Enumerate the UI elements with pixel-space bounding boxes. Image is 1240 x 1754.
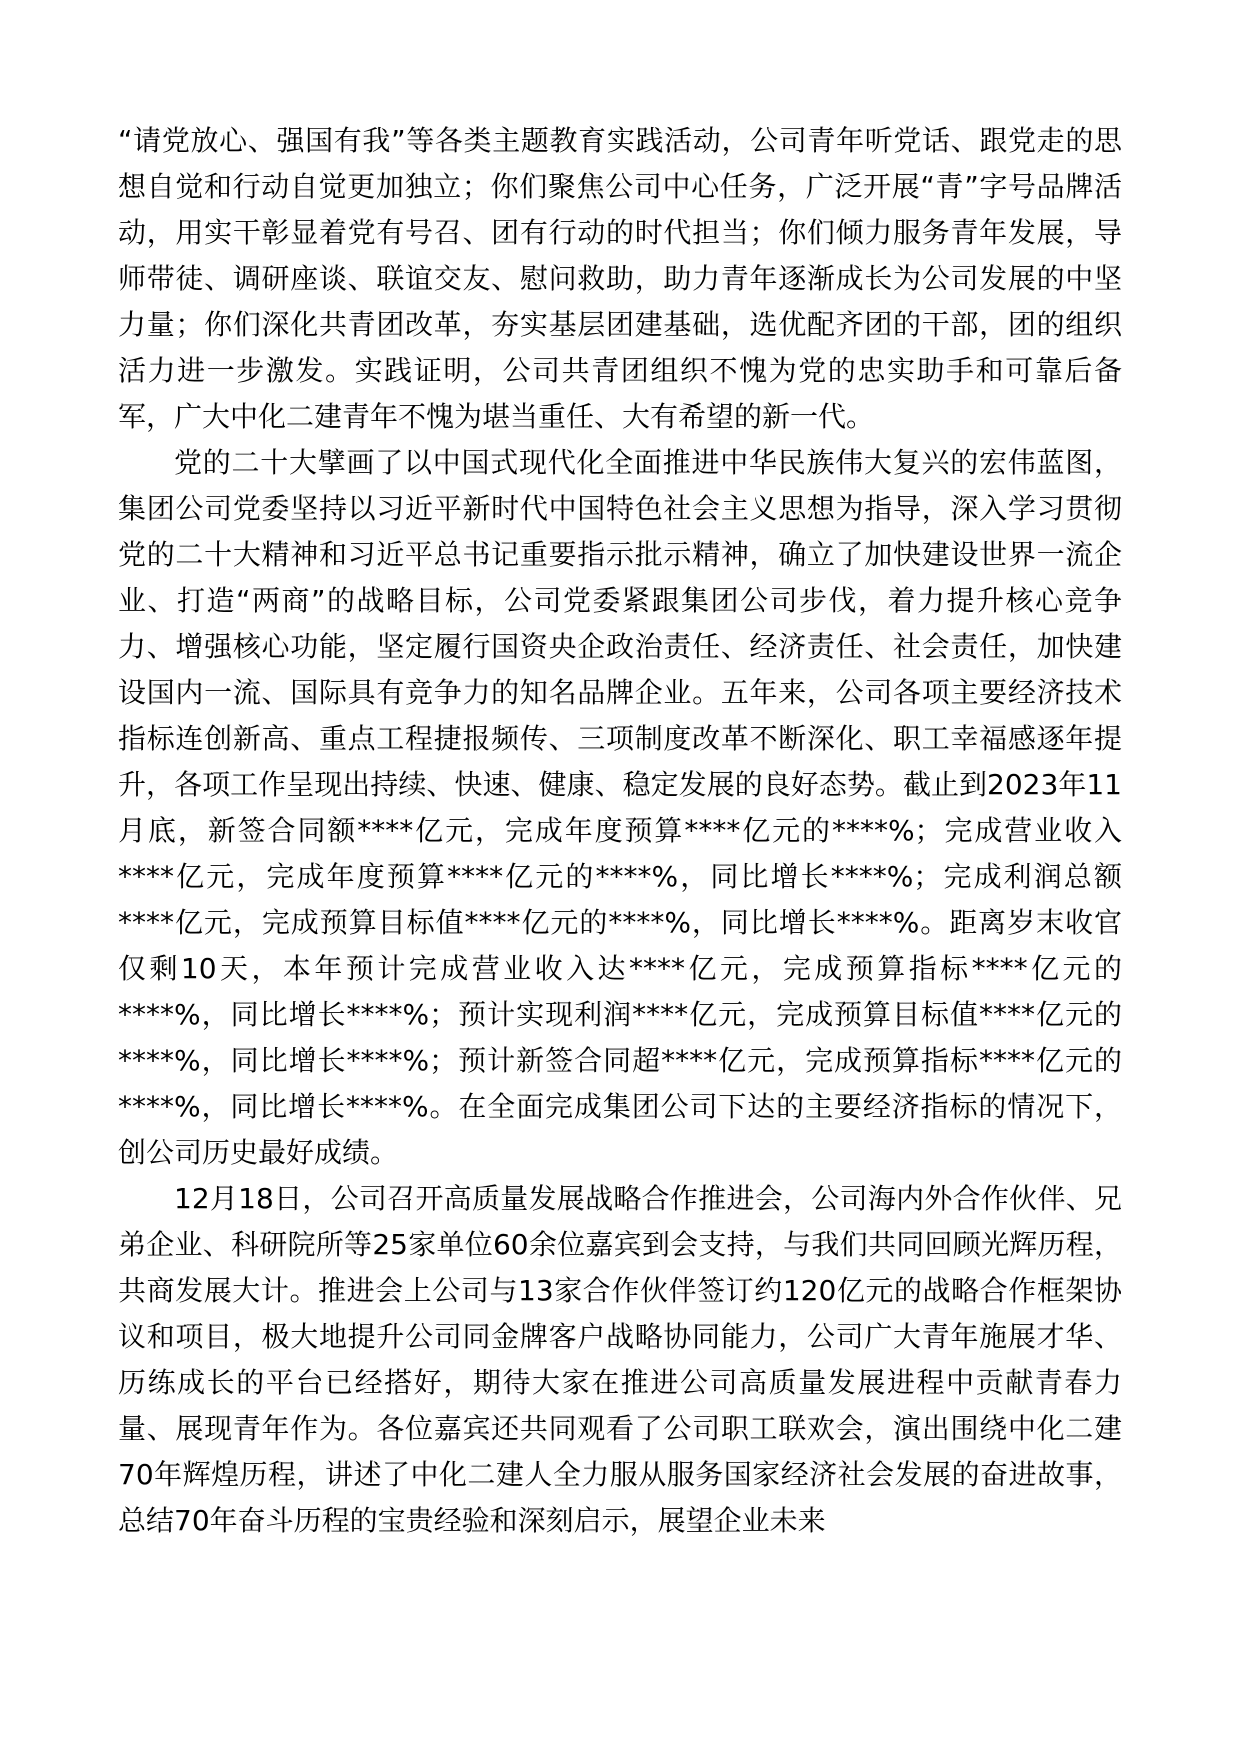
paragraph-strategy-results: 党的二十大擘画了以中国式现代化全面推进中华民族伟大复兴的宏伟蓝图，集团公司党委坚持以习近平新时代中国特色社会主义思想为指导，深入学习贯彻党的二十大精神和习近平总书记重要指示批示精神，确立了加快建设世界一流企业、打造“两商”的战略目标，公司党委紧跟集团公司步伐，着力提升核心竞争力、增强核心功能，坚定履行国资央企政治责任、经济责任、社会责任，加快建设国内一流、国际具有竞争力的知名品牌企业。五年来，公司各项主要经济技术指标连创新高、重点工程捷报频传、三项制度改革不断深化、职工幸福感逐年提升，各项工作呈现出持续、快速、健康、稳定发展的良好态势。截止到2023年11月底，新签合同额****亿元，完成年度预算****亿元的****%；完成营业收入****亿元，完成年度预算****亿元的****%，同比增长****%；完成利润总额****亿元，完成预算目标值****亿元的****%，同比增长****%。距离岁末收官仅剩10天，本年预计完成营业收入达****亿元，完成预算指标****亿元的****%，同比增长****%；预计实现利润****亿元，完成预算目标值****亿元的****%，同比增长****%；预计新签合同超****亿元，完成预算指标****亿元的****%，同比增长****%。在全面完成集团公司下达的主要经济指标的情况下，创公司历史最好成绩。 <box>118 446 1122 1169</box>
paragraph-continued: “请党放心、强国有我”等各类主题教育实践活动，公司青年听党话、跟党走的思想自觉和行动自觉更加独立；你们聚焦公司中心任务，广泛开展“青”字号品牌活动，用实干彰显着党有号召、团有行动的时代担当；你们倾力服务青年发展，导师带徒、调研座谈、联谊交友、慰问救助，助力青年逐渐成长为公司发展的中坚力量；你们深化共青团改革，夯实基层团建基础，选优配齐团的干部，团的组织活力进一步激发。实践证明，公司共青团组织不愧为党的忠实助手和可靠后备军，广大中化二建青年不愧为堪当重任、大有希望的新一代。 <box>118 124 1122 433</box>
document-body <box>118 118 1122 1544</box>
paragraph-cooperation-meeting: 12月18日，公司召开高质量发展战略合作推进会，公司海内外合作伙伴、兄弟企业、科研院所等25家单位60余位嘉宾到会支持，与我们共同回顾光辉历程，共商发展大计。推进会上公司与13家合作伙伴签订约120亿元的战略合作框架协议和项目，极大地提升公司同金牌客户战略协同能力，公司广大青年施展才华、历练成长的平台已经搭好，期待大家在推进公司高质量发展进程中贡献青春力量、展现青年作为。各位嘉宾还共同观看了公司职工联欢会，演出围绕中化二建70年辉煌历程，讲述了中化二建人全力服从服务国家经济社会发展的奋进故事，总结70年奋斗历程的宝贵经验和深刻启示，展望企业未来 <box>118 1182 1122 1537</box>
